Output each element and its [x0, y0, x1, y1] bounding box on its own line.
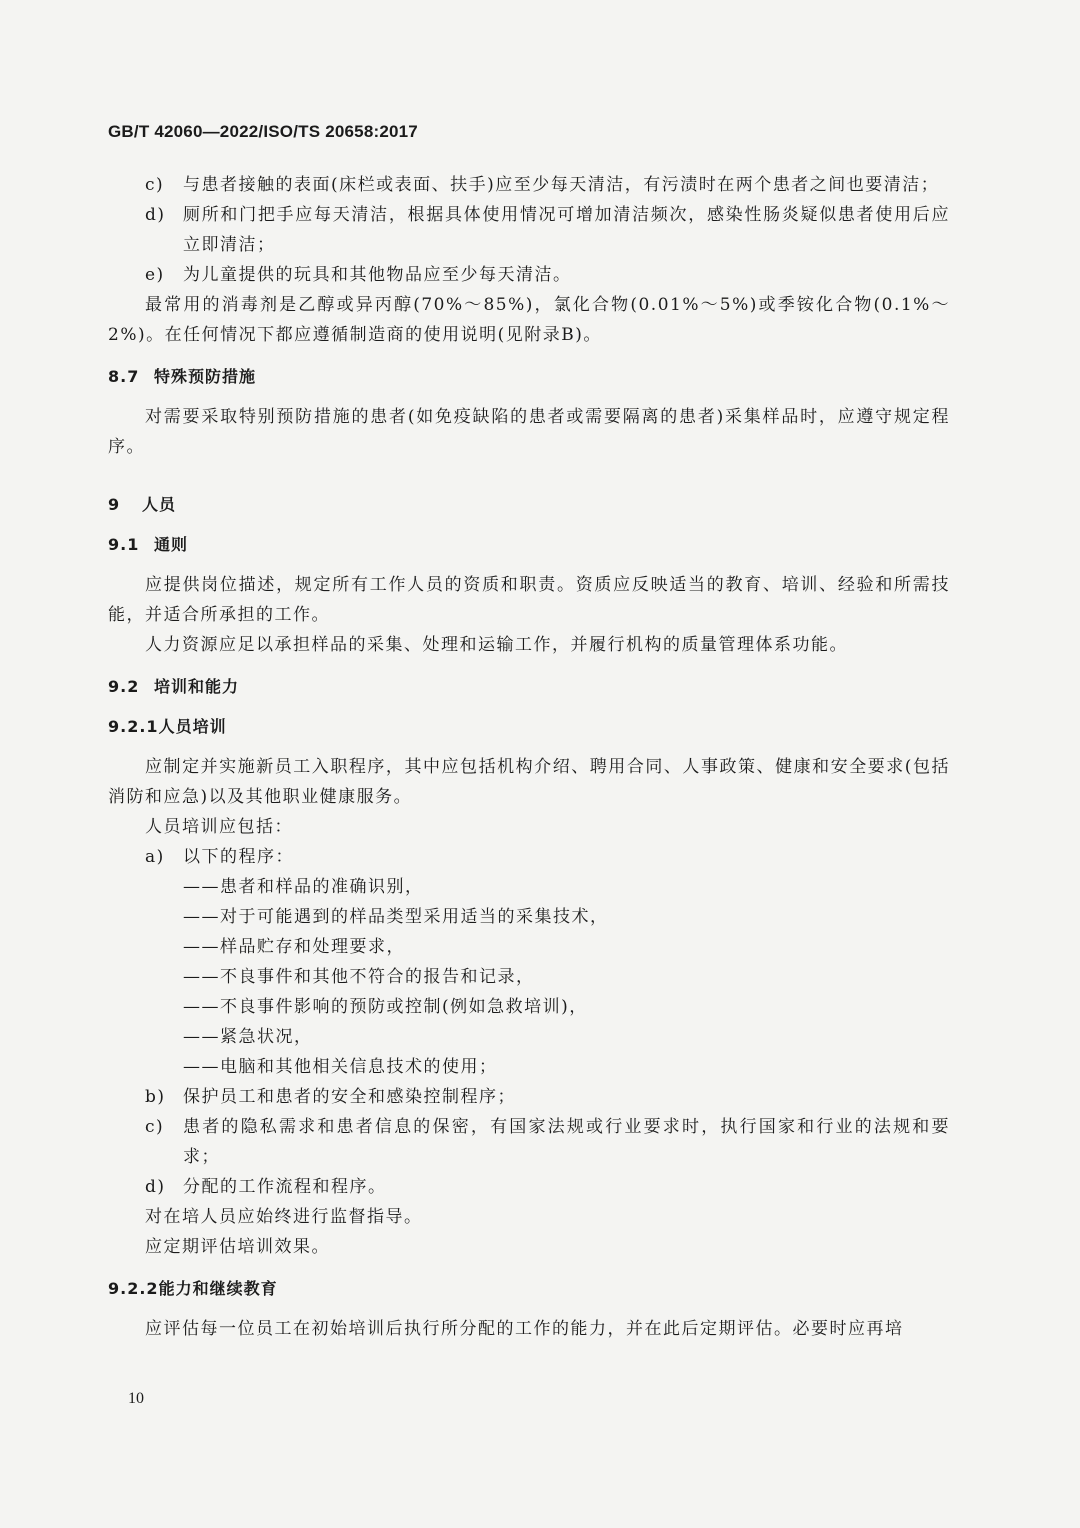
- list-marker: c): [145, 1117, 165, 1137]
- disinfectant-paragraph: 最常用的消毒剂是乙醇或异丙醇(70%～85%)，氯化合物(0.01%～5%)或季铵化合物(0.1%～2%)。在任何情况下都应遵循制造商的使用说明(见附录B)。: [108, 295, 950, 345]
- list-item-text: 分配的工作流程和程序。: [183, 1177, 387, 1197]
- section-number: 9.2: [108, 677, 140, 696]
- list-item: [108, 260, 950, 290]
- section-number: 9.2.1: [108, 717, 159, 736]
- section-heading-9-2-2: [108, 1276, 950, 1302]
- page-content: [108, 170, 950, 1344]
- list-item: [108, 1112, 950, 1172]
- section-number: 9.1: [108, 535, 140, 554]
- dash-item: ——不良事件和其他不符合的报告和记录，: [183, 967, 535, 987]
- list-marker: d): [145, 205, 166, 225]
- list-item-text: 为儿童提供的玩具和其他物品应至少每天清洁。: [183, 265, 572, 285]
- list-item-text: 与患者接触的表面(床栏或表面、扶手)应至少每天清洁，有污渍时在两个患者之间也要清洁；: [183, 175, 940, 195]
- list-marker: e): [145, 265, 165, 285]
- section-title: 通则: [154, 535, 189, 554]
- section-number: 9.2.2: [108, 1279, 159, 1298]
- section-heading-8-7: [108, 364, 950, 390]
- section-paragraph: 应提供岗位描述，规定所有工作人员的资质和职责。资质应反映适当的教育、培训、经验和所需技能，并适合所承担的工作。: [108, 575, 950, 625]
- section-heading-9-1: [108, 532, 950, 558]
- section-title: 能力和继续教育: [158, 1279, 278, 1298]
- dash-item: ——患者和样品的准确识别，: [183, 877, 424, 897]
- list-marker: b): [145, 1087, 166, 1107]
- section-heading-9-2-1: [108, 714, 950, 740]
- list-marker: c): [145, 175, 165, 195]
- dash-item: ——样品贮存和处理要求，: [183, 937, 405, 957]
- dash-item: ——不良事件影响的预防或控制(例如急救培训)，: [183, 997, 588, 1017]
- list-item: [108, 842, 950, 872]
- list-item-text: 保护员工和患者的安全和感染控制程序；: [183, 1087, 516, 1107]
- dash-item: ——电脑和其他相关信息技术的使用；: [183, 1057, 498, 1077]
- section-paragraph: 人员培训应包括：: [145, 817, 293, 837]
- dash-item: ——对于可能遇到的样品类型采用适当的采集技术，: [183, 907, 609, 927]
- list-item: [108, 200, 950, 260]
- section-title: 培训和能力: [154, 677, 240, 696]
- list-item-text: 以下的程序：: [183, 847, 294, 867]
- section-paragraph: 应制定并实施新员工入职程序，其中应包括机构介绍、聘用合同、人事政策、健康和安全要求(包括消防和应急)以及其他职业健康服务。: [108, 757, 950, 807]
- list-item-text: 患者的隐私需求和患者信息的保密，有国家法规或行业要求时，执行国家和行业的法规和要求；: [183, 1117, 950, 1167]
- section-heading-9-2: [108, 674, 950, 700]
- section-number: 8.7: [108, 367, 140, 386]
- section-paragraph: 对需要采取特别预防措施的患者(如免疫缺陷的患者或需要隔离的患者)采集样品时，应遵守规定程序。: [108, 407, 950, 457]
- section-title: 人员培训: [158, 717, 227, 736]
- section-paragraph: 应定期评估培训效果。: [145, 1237, 330, 1257]
- section-number: 9: [108, 495, 121, 514]
- section-paragraph: 对在培人员应始终进行监督指导。: [145, 1207, 423, 1227]
- list-item: [108, 170, 950, 200]
- section-paragraph: 应评估每一位员工在初始培训后执行所分配的工作的能力，并在此后定期评估。必要时应再培: [145, 1319, 904, 1339]
- section-title: 人员: [142, 495, 177, 514]
- list-marker: d): [145, 1177, 166, 1197]
- section-heading-9: [108, 492, 950, 518]
- page-number: 10: [128, 1390, 144, 1407]
- section-paragraph: 人力资源应足以承担样品的采集、处理和运输工作，并履行机构的质量管理体系功能。: [145, 635, 848, 655]
- list-item: [108, 1172, 950, 1202]
- section-title: 特殊预防措施: [154, 367, 257, 386]
- list-item-text: 厕所和门把手应每天清洁，根据具体使用情况可增加清洁频次，感染性肠炎疑似患者使用后应立即清洁；: [183, 205, 950, 255]
- standard-code-header: GB/T 42060—2022/ISO/TS 20658:2017: [108, 122, 418, 141]
- dash-item: ——紧急状况，: [183, 1027, 313, 1047]
- list-item: [108, 1082, 950, 1112]
- list-marker: a): [145, 847, 165, 867]
